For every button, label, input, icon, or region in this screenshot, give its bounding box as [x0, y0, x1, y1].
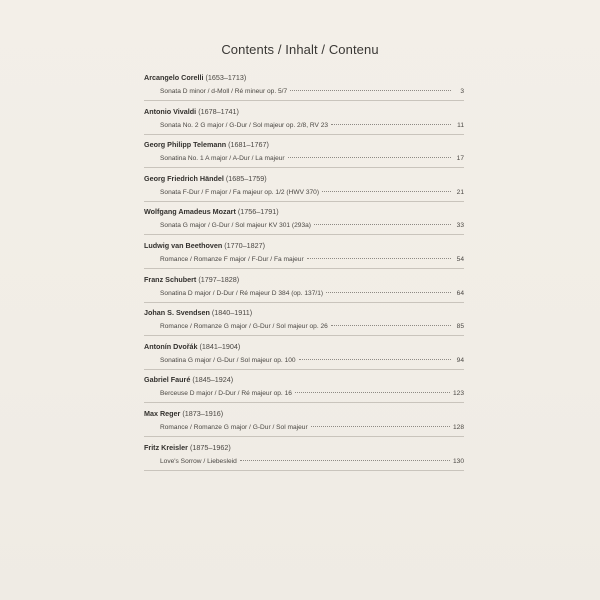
- toc-entry: [144, 72, 464, 106]
- composer-name: Ludwig van Beethoven: [144, 240, 223, 250]
- work-line: [160, 289, 464, 298]
- work-title: Sonata D minor / d-Moll / Ré mineur op. 5/7: [160, 88, 288, 95]
- work-line: [160, 121, 464, 130]
- work-line: [160, 188, 464, 197]
- composer-dates: (1873–1916): [182, 408, 224, 418]
- divider: [144, 369, 464, 370]
- page-number: 130: [452, 457, 464, 465]
- composer-line: [144, 106, 464, 116]
- work-line: [160, 87, 464, 96]
- divider: [144, 134, 464, 135]
- work-line: [160, 255, 464, 264]
- work-line: [160, 389, 464, 398]
- dot-leader: [311, 426, 450, 427]
- toc-entry: [144, 240, 464, 274]
- toc-entry: [144, 274, 464, 308]
- divider: [144, 335, 464, 336]
- dot-leader: [299, 359, 451, 360]
- work-title: Berceuse D major / D-Dur / Ré majeur op. 16: [160, 390, 292, 398]
- dot-leader: [326, 292, 451, 293]
- composer-dates: (1685–1759): [225, 173, 267, 183]
- work-title: Romance / Romanze G major / G-Dur / Sol majeur: [160, 423, 308, 431]
- toc-entry: [144, 206, 464, 240]
- composer-line: [144, 408, 464, 418]
- dot-leader: [331, 124, 451, 125]
- composer-dates: (1770–1827): [224, 240, 266, 250]
- divider: [144, 167, 464, 168]
- toc-entry: [144, 408, 464, 442]
- composer-line: [144, 307, 464, 317]
- work-title: Love's Sorrow / Liebesleid: [160, 457, 237, 465]
- page-number: 54: [456, 255, 464, 263]
- composer-line: [144, 274, 464, 284]
- work-line: [160, 423, 464, 432]
- work-line: [160, 457, 464, 466]
- dot-leader: [322, 191, 451, 192]
- toc-entry: [144, 442, 464, 476]
- page-number: 11: [457, 121, 464, 129]
- toc-entry: [144, 106, 464, 140]
- divider: [144, 302, 464, 303]
- composer-dates: (1756–1791): [237, 207, 279, 217]
- page-number: 64: [456, 289, 464, 297]
- composer-dates: (1797–1828): [198, 274, 240, 284]
- composer-name: Antonio Vivaldi: [144, 106, 197, 116]
- composer-line: [144, 374, 464, 384]
- divider: [144, 436, 464, 437]
- work-line: [160, 221, 464, 230]
- work-title: Romance / Romanze G major / G-Dur / Sol majeur op. 26: [160, 323, 328, 331]
- composer-dates: (1681–1767): [228, 140, 269, 150]
- work-line: [160, 154, 464, 163]
- work-title: Sonata G major / G-Dur / Sol majeur KV 301 (293a): [160, 222, 311, 230]
- composer-dates: (1840–1911): [211, 308, 253, 318]
- composer-name: Franz Schubert: [144, 274, 197, 284]
- page-number: 17: [456, 155, 464, 163]
- dot-leader: [314, 224, 451, 225]
- composer-name: Arcangelo Corelli: [144, 73, 204, 82]
- composer-name: Wolfgang Amadeus Mozart: [144, 207, 236, 217]
- work-line: [160, 322, 464, 331]
- composer-name: Gabriel Fauré: [144, 375, 191, 385]
- toc-entry: [144, 341, 464, 375]
- work-title: Sonatina D major / D-Dur / Ré majeur D 384 (op. 137/1): [160, 289, 324, 297]
- divider: [144, 268, 464, 269]
- work-title: Sonatina G major / G-Dur / Sol majeur op. 100: [160, 356, 296, 364]
- work-title: Romance / Romanze F major / F-Dur / Fa majeur: [160, 255, 304, 263]
- divider: [144, 234, 464, 235]
- dot-leader: [240, 460, 450, 461]
- toc-entry: [144, 307, 464, 341]
- divider: [144, 201, 464, 202]
- composer-name: Max Reger: [144, 408, 181, 418]
- composer-dates: (1653–1713): [205, 73, 247, 82]
- page-number: 33: [456, 222, 464, 230]
- dot-leader: [290, 90, 451, 91]
- toc-entry: [144, 173, 464, 207]
- work-title: Sonata No. 2 G major / G-Dur / Sol majeur op. 2/8, RV 23: [160, 121, 329, 129]
- work-title: Sonatina No. 1 A major / A-Dur / La majeur: [160, 155, 285, 163]
- composer-name: Georg Friedrich Händel: [144, 173, 224, 183]
- page-number: 94: [456, 356, 464, 364]
- dot-leader: [295, 392, 450, 393]
- composer-dates: (1841–1904): [199, 341, 241, 351]
- divider: [144, 470, 464, 471]
- work-line: [160, 356, 464, 365]
- dot-leader: [307, 258, 451, 259]
- table-of-contents: [144, 72, 464, 475]
- toc-entry: [144, 374, 464, 408]
- page-number: 123: [452, 390, 464, 398]
- composer-line: [144, 341, 464, 351]
- composer-line: [144, 173, 464, 183]
- toc-entry: [144, 139, 464, 173]
- page-number: 3: [460, 88, 464, 95]
- divider: [144, 402, 464, 403]
- composer-line: [144, 72, 464, 82]
- composer-line: [144, 240, 464, 250]
- composer-name: Fritz Kreisler: [144, 442, 188, 452]
- page-number: 21: [456, 188, 464, 196]
- composer-line: [144, 139, 464, 149]
- divider: [144, 100, 464, 101]
- composer-name: Antonín Dvořák: [144, 341, 198, 351]
- dot-leader: [288, 157, 451, 158]
- page-title: Contents / Inhalt / Contenu: [221, 42, 379, 57]
- composer-dates: (1845–1924): [192, 375, 234, 385]
- composer-dates: (1678–1741): [198, 106, 239, 116]
- composer-line: [144, 206, 464, 216]
- composer-name: Georg Philipp Telemann: [144, 140, 227, 150]
- page-number: 128: [452, 423, 464, 431]
- composer-name: Johan S. Svendsen: [144, 308, 210, 318]
- composer-dates: (1875–1962): [189, 442, 231, 452]
- page-number: 85: [456, 323, 464, 331]
- dot-leader: [331, 325, 451, 326]
- work-title: Sonata F-Dur / F major / Fa majeur op. 1/2 (HWV 370): [160, 188, 320, 196]
- composer-line: [144, 442, 464, 452]
